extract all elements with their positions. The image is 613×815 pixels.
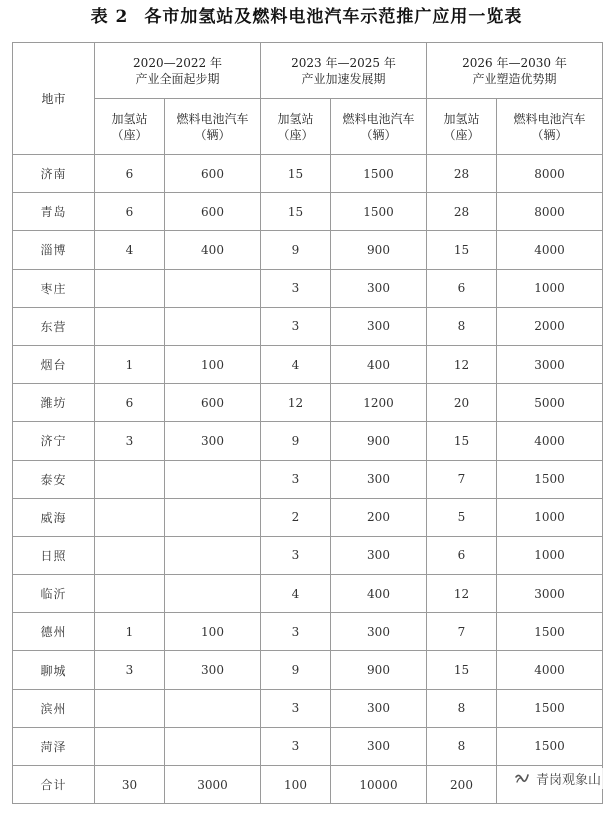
header-city: 地市 [13,43,95,155]
period-years: 2026 年—2030 年 [462,55,567,70]
cell: 300 [331,727,427,765]
cell [95,575,165,613]
cell [165,460,261,498]
cell [165,575,261,613]
cell: 30 [95,766,165,804]
cell: 4000 [497,231,603,269]
cell: 3 [261,727,331,765]
cell: 3 [95,422,165,460]
cell: 6 [95,155,165,193]
cell: 4 [95,231,165,269]
cell: 4000 [497,422,603,460]
cell: 4 [261,345,331,383]
city-cell: 青岛 [13,193,95,231]
table-row [13,575,603,613]
cell: 12 [261,384,331,422]
cell: 1000 [497,498,603,536]
cell: 8 [427,307,497,345]
cell: 600 [165,155,261,193]
table-title [0,2,613,27]
cell: 1500 [331,155,427,193]
cell: 3 [261,269,331,307]
city-cell: 潍坊 [13,384,95,422]
cell: 300 [331,613,427,651]
cell: 300 [165,422,261,460]
cell: 1500 [497,727,603,765]
cell: 1000 [497,536,603,574]
cell: 6 [427,269,497,307]
cell: 3 [261,689,331,727]
city-cell: 泰安 [13,460,95,498]
cell: 28 [427,155,497,193]
city-cell: 济宁 [13,422,95,460]
cell: 900 [331,422,427,460]
cell: 15 [427,231,497,269]
cell: 4 [261,575,331,613]
table-row [13,231,603,269]
city-cell: 枣庄 [13,269,95,307]
cell: 28 [427,193,497,231]
cell: 2 [261,498,331,536]
cell: 1 [95,613,165,651]
cell: 10000 [331,766,427,804]
wechat-channel-icon [514,771,530,787]
stations-label: 加氢站 [111,111,148,126]
table-row [13,651,603,689]
cell: 3 [261,307,331,345]
header-stations [261,99,331,155]
header-period-2 [261,43,427,99]
cell: 12 [427,345,497,383]
cell: 8000 [497,155,603,193]
vehicles-unit: （辆） [531,127,568,142]
cell [95,498,165,536]
cell: 200 [427,766,497,804]
cell: 15 [427,651,497,689]
stations-unit: （座） [277,127,314,142]
cell: 400 [331,345,427,383]
cell: 600 [165,193,261,231]
cell: 8000 [497,193,603,231]
cell: 6 [95,193,165,231]
cell: 4000 [497,651,603,689]
cell: 7 [427,613,497,651]
header-stations [95,99,165,155]
cell: 1500 [497,689,603,727]
city-cell: 威海 [13,498,95,536]
cell: 1000 [497,269,603,307]
cell [165,689,261,727]
table-row [13,460,603,498]
vehicles-label: 燃料电池汽车 [342,111,415,126]
period-phase: 产业全面起步期 [135,71,220,86]
cell [95,460,165,498]
cell: 3000 [497,345,603,383]
city-cell: 日照 [13,536,95,574]
table-title-text: 各市加氢站及燃料电池汽车示范推广应用一览表 [144,7,523,27]
city-cell: 临沂 [13,575,95,613]
table-row [13,155,603,193]
period-phase: 产业加速发展期 [301,71,386,86]
table-row [13,384,603,422]
vehicles-label: 燃料电池汽车 [513,111,586,126]
cell: 9 [261,651,331,689]
table-row [13,307,603,345]
cell [165,727,261,765]
table-number: 表 2 [90,7,129,27]
city-cell: 德州 [13,613,95,651]
city-cell: 烟台 [13,345,95,383]
cell: 5000 [497,384,603,422]
cell: 600 [165,384,261,422]
table-row [13,727,603,765]
cell: 8 [427,727,497,765]
cell: 300 [331,689,427,727]
period-years: 2020—2022 年 [133,55,222,70]
header-stations [427,99,497,155]
header-vehicles [165,99,261,155]
table-row [13,536,603,574]
header-vehicles [497,99,603,155]
cell: 3000 [497,575,603,613]
cell: 9 [261,422,331,460]
watermark [510,768,605,789]
header-period-1 [95,43,261,99]
header-row-periods [13,43,603,99]
hydrogen-station-table [12,42,603,804]
cell: 300 [331,536,427,574]
stations-unit: （座） [111,127,148,142]
cell: 8 [427,689,497,727]
cell [165,536,261,574]
city-cell: 菏泽 [13,727,95,765]
table-row [13,498,603,536]
cell: 1500 [331,193,427,231]
table-row [13,269,603,307]
table-row [13,613,603,651]
cell: 2000 [497,307,603,345]
cell: 300 [331,460,427,498]
cell: 3 [95,651,165,689]
vehicles-unit: （辆） [360,127,397,142]
cell: 1500 [497,613,603,651]
watermark-text: 青岗观象山 [535,773,601,788]
stations-unit: （座） [443,127,480,142]
cell: 3 [261,613,331,651]
cell: 400 [331,575,427,613]
cell: 100 [165,345,261,383]
cell [95,269,165,307]
stations-label: 加氢站 [443,111,480,126]
table-row [13,689,603,727]
cell: 5 [427,498,497,536]
cell [95,536,165,574]
stations-label: 加氢站 [277,111,314,126]
cell: 300 [331,269,427,307]
cell: 7 [427,460,497,498]
cell: 15 [261,155,331,193]
period-years: 2023 年—2025 年 [291,55,396,70]
header-vehicles [331,99,427,155]
cell: 3000 [165,766,261,804]
city-cell: 济南 [13,155,95,193]
city-cell: 东营 [13,307,95,345]
cell [95,689,165,727]
cell [165,498,261,536]
vehicles-label: 燃料电池汽车 [176,111,249,126]
cell [95,307,165,345]
cell: 300 [331,307,427,345]
period-phase: 产业塑造优势期 [472,71,557,86]
cell: 1500 [497,460,603,498]
cell: 200 [331,498,427,536]
cell: 900 [331,651,427,689]
cell: 6 [427,536,497,574]
table-row [13,422,603,460]
header-row-metrics [13,99,603,155]
cell: 12 [427,575,497,613]
cell [165,269,261,307]
cell: 3 [261,460,331,498]
cell: 400 [165,231,261,269]
cell: 300 [165,651,261,689]
cell: 15 [261,193,331,231]
cell: 6 [95,384,165,422]
cell: 100 [165,613,261,651]
city-cell: 淄博 [13,231,95,269]
header-period-3 [427,43,603,99]
city-cell: 滨州 [13,689,95,727]
vehicles-unit: （辆） [194,127,231,142]
cell [165,307,261,345]
table-row [13,193,603,231]
cell: 1 [95,345,165,383]
cell: 100 [261,766,331,804]
cell: 9 [261,231,331,269]
table-row [13,345,603,383]
cell: 20 [427,384,497,422]
city-cell: 聊城 [13,651,95,689]
total-label: 合计 [13,766,95,804]
cell: 900 [331,231,427,269]
cell [95,727,165,765]
cell: 3 [261,536,331,574]
cell: 15 [427,422,497,460]
cell: 1200 [331,384,427,422]
